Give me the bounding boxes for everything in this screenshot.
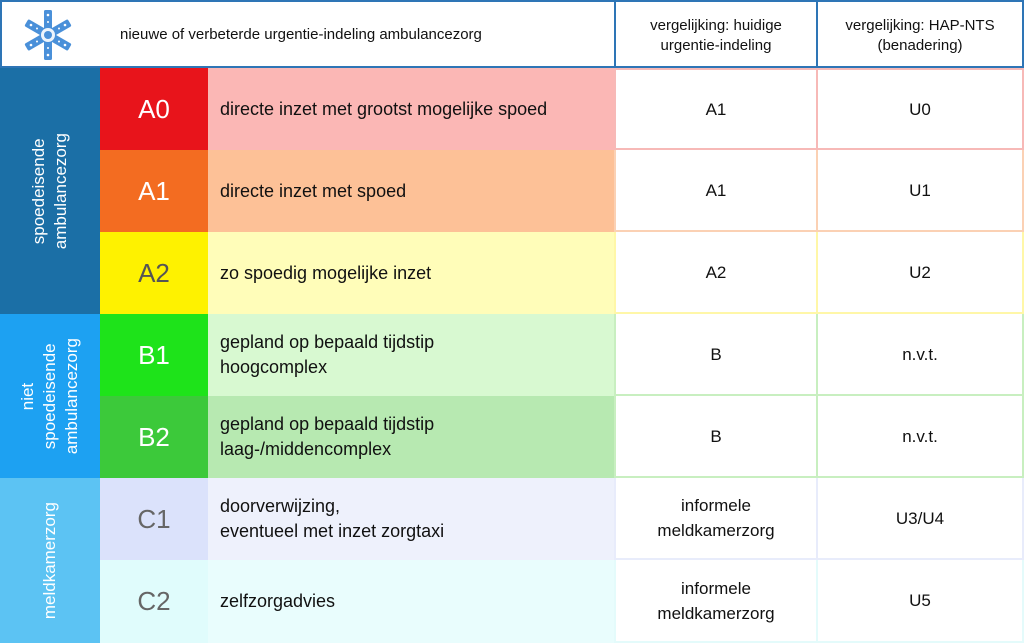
description-cell: gepland op bepaald tijdstip laag-/middencomplex — [208, 396, 614, 478]
category-label: spoedeisende ambulancezorg — [29, 132, 70, 250]
description-cell: doorverwijzing, eventueel met inzet zorgtaxi — [208, 478, 614, 560]
description-cell: zelfzorgadvies — [208, 560, 614, 643]
code-cell: A0 — [100, 68, 208, 150]
hap-cell: n.v.t. — [818, 314, 1024, 396]
table-header-main — [0, 0, 614, 68]
category-niet-spoedeisend — [0, 314, 100, 478]
header-title: nieuwe of verbeterde urgentie-indeling ambulancezorg — [120, 26, 482, 43]
hap-cell: U1 — [818, 150, 1024, 232]
current-cell: A2 — [614, 232, 818, 314]
category-meldkamerzorg — [0, 478, 100, 643]
header-current-classification — [614, 0, 818, 68]
current-cell: A1 — [614, 150, 818, 232]
code-cell: B1 — [100, 314, 208, 396]
category-spoedeisend — [0, 68, 100, 314]
category-label: niet spoedeisende ambulancezorg — [18, 337, 81, 455]
current-cell: B — [614, 314, 818, 396]
hap-cell: U0 — [818, 68, 1024, 150]
description-cell: directe inzet met spoed — [208, 150, 614, 232]
code-cell: A1 — [100, 150, 208, 232]
current-cell: B — [614, 396, 818, 478]
hap-cell: U5 — [818, 560, 1024, 643]
category-label: meldkamerzorg — [40, 501, 59, 620]
code-cell: B2 — [100, 396, 208, 478]
hap-cell: U3/U4 — [818, 478, 1024, 560]
header-current-label: vergelijking: huidige urgentie-indeling — [650, 17, 782, 54]
description-cell: zo spoedig mogelijke inzet — [208, 232, 614, 314]
code-cell: C2 — [100, 560, 208, 643]
current-cell: A1 — [614, 68, 818, 150]
description-cell: gepland op bepaald tijdstip hoogcomplex — [208, 314, 614, 396]
code-cell: C1 — [100, 478, 208, 560]
current-cell: informele meldkamerzorg — [614, 560, 818, 643]
current-cell: informele meldkamerzorg — [614, 478, 818, 560]
star-of-life-icon — [22, 9, 74, 61]
header-hap-label: vergelijking: HAP-NTS (benadering) — [845, 17, 995, 54]
header-hap-nts — [818, 0, 1024, 68]
hap-cell: n.v.t. — [818, 396, 1024, 478]
description-cell: directe inzet met grootst mogelijke spoed — [208, 68, 614, 150]
code-cell: A2 — [100, 232, 208, 314]
hap-cell: U2 — [818, 232, 1024, 314]
